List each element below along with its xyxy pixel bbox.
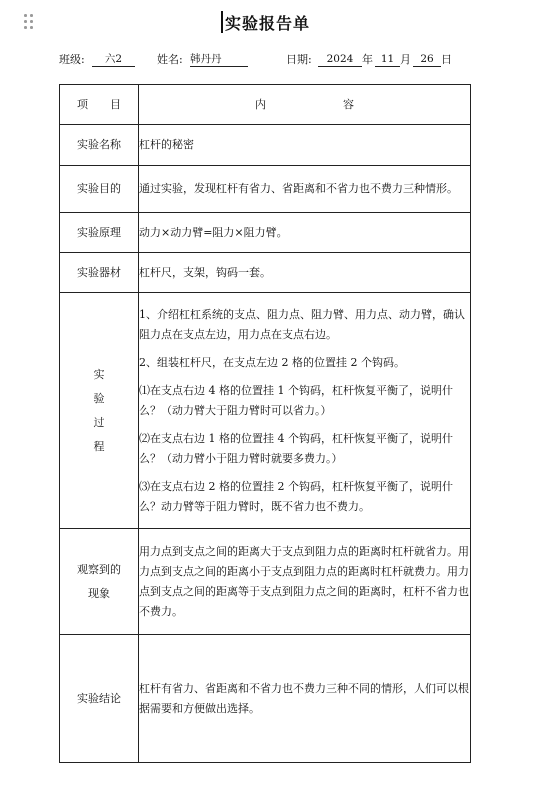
day-unit: 日 [441, 53, 452, 66]
row-label: 实验原理 [60, 213, 139, 253]
date-month[interactable]: 11 [375, 52, 400, 67]
date-year[interactable]: 2024 [318, 52, 362, 67]
row-label: 实验目的 [60, 166, 139, 213]
name-value[interactable]: 韩丹丹 [190, 52, 248, 67]
observation-row [60, 529, 471, 635]
year-unit: 年 [362, 53, 373, 66]
row-label: 实验名称 [60, 125, 139, 166]
table-row [60, 253, 471, 293]
process-row [60, 293, 471, 529]
conclusion-row [60, 635, 471, 763]
drag-handle-icon[interactable] [24, 14, 36, 32]
table-header-row [60, 85, 471, 125]
observation-label [60, 529, 139, 635]
date-label: 日期: [286, 53, 312, 66]
process-step: ⑵在支点右边 1 格的位置挂 4 个钩码，杠杆恢复平衡了，说明什么？（动力臂小于阻力臂时就要多费力。） [139, 431, 453, 465]
process-step: ⑴在支点右边 4 格的位置挂 1 个钩码，杠杆恢复平衡了，说明什么？（动力臂大于阻力臂时可以省力。） [139, 383, 453, 417]
process-label [60, 293, 139, 529]
row-content[interactable]: 杠杆尺，支架，钩码一套。 [139, 253, 471, 293]
observation-label-line: 现象 [88, 586, 110, 600]
table-row [60, 166, 471, 213]
observation-label-line: 观察到的 [77, 562, 121, 576]
text-cursor [221, 11, 223, 33]
row-content[interactable]: 杠杆的秘密 [139, 125, 471, 166]
date-day[interactable]: 26 [413, 52, 441, 67]
conclusion-content[interactable]: 杠杆有省力、省距离和不省力也不费力三种不同的情形，人们可以根据需要和方便做出选择。 [139, 635, 471, 763]
table-row [60, 213, 471, 253]
table-row [60, 125, 471, 166]
process-label-char: 过 [93, 415, 105, 429]
class-value[interactable]: 六2 [92, 52, 135, 67]
observation-content[interactable]: 用力点到支点之间的距离大于支点到阻力点的距离时杠杆就省力。用力点到支点之间的距离小于支点到阻力点的距离时杠杆就费力。用力点到支点之间的距离等于支点到阻力点之间的距离时，杠杆不省力也不费力。 [139, 529, 471, 635]
conclusion-label: 实验结论 [60, 635, 139, 763]
row-content[interactable]: 通过实验，发现杠杆有省力、省距离和不省力也不费力三种情形。 [139, 166, 471, 213]
process-step: ⑶在支点右边 2 格的位置挂 2 个钩码，杠杆恢复平衡了，说明什么？动力臂等于阻力臂时，既不省力也不费力。 [139, 479, 453, 513]
process-content[interactable] [139, 293, 471, 529]
row-content[interactable]: 动力×动力臂=阻力×阻力臂。 [139, 213, 471, 253]
process-step: 2、组装杠杆尺，在支点左边 2 格的位置挂 2 个钩码。 [139, 355, 405, 369]
row-label: 实验器材 [60, 253, 139, 293]
header-content: 内 容 [139, 85, 471, 125]
process-step: 1、介绍杠杠系统的支点、阻力点、阻力臂、用力点、动力臂，确认阻力点在支点左边，用力点在支点右边。 [139, 307, 465, 341]
header-item: 项 目 [60, 85, 139, 125]
process-label-char: 程 [93, 439, 105, 453]
class-label: 班级: [59, 53, 85, 66]
month-unit: 月 [400, 53, 411, 66]
process-label-char: 实 [93, 367, 105, 381]
page-title[interactable]: 实验报告单 [225, 14, 311, 33]
process-label-char: 验 [93, 391, 105, 405]
name-label: 姓名: [157, 53, 183, 66]
report-table [59, 84, 471, 763]
